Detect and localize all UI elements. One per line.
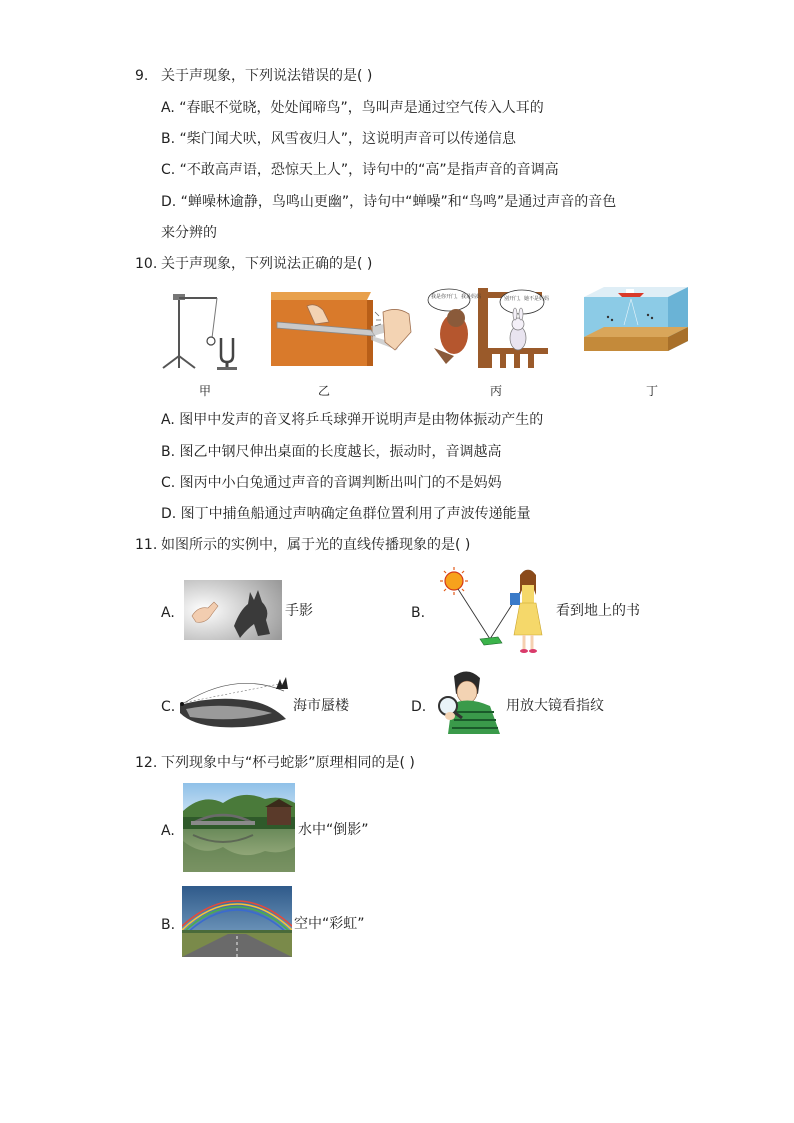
option-d: D. 图丁中捕鱼船通过声呐确定鱼群位置利用了声波传递能量 bbox=[161, 506, 531, 522]
option-d-continued: 来分辨的 bbox=[161, 225, 217, 241]
question-number: 10. bbox=[135, 256, 158, 272]
figure-caption-bing: 丙 bbox=[490, 384, 503, 398]
figure-bing-rabbit-door bbox=[426, 286, 556, 370]
option-a-letter: A. bbox=[161, 823, 175, 839]
option-c-letter: C. bbox=[161, 699, 176, 715]
question-number: 11. bbox=[135, 537, 158, 553]
rainbow-image bbox=[182, 886, 292, 957]
sun-book-girl-image bbox=[432, 565, 556, 658]
speech-bubble-left: 我是你开门，我是妈妈 bbox=[431, 294, 482, 300]
question-stem: 下列现象中与“杯弓蛇影”原理相同的是( ) bbox=[161, 755, 415, 771]
mirage-image bbox=[176, 673, 292, 735]
option-c: C. “不敢高声语，恐惊天上人”，诗句中的“高”是指声音的音调高 bbox=[161, 162, 559, 178]
option-b-label: 空中“彩虹” bbox=[294, 916, 365, 932]
option-d: D. “蝉噪林逾静，鸟鸣山更幽”，诗句中“蝉噪”和“鸟鸣”是通过声音的音色 bbox=[161, 194, 617, 210]
question-stem: 如图所示的实例中，属于光的直线传播现象的是( ) bbox=[161, 537, 471, 553]
option-a-label: 水中“倒影” bbox=[298, 822, 369, 838]
question-number: 9. bbox=[135, 68, 149, 84]
option-d-label: 用放大镜看指纹 bbox=[506, 698, 604, 714]
question-stem: 关于声现象，下列说法正确的是( ) bbox=[161, 256, 373, 272]
option-d-letter: D. bbox=[411, 699, 427, 715]
option-a: A. 图甲中发声的音叉将乒乓球弹开说明声是由物体振动产生的 bbox=[161, 412, 544, 428]
option-a-letter: A. bbox=[161, 605, 175, 621]
option-c: C. 图丙中小白兔通过声音的音调判断出叫门的不是妈妈 bbox=[161, 475, 502, 491]
option-b: B. 图乙中钢尺伸出桌面的长度越长，振动时，音调越高 bbox=[161, 444, 502, 460]
magnifier-boy-image bbox=[434, 668, 504, 736]
figure-jia-tuning-fork bbox=[155, 288, 250, 370]
option-b-label: 看到地上的书 bbox=[556, 603, 640, 619]
figure-caption-jia: 甲 bbox=[199, 384, 212, 398]
option-a-label: 手影 bbox=[285, 603, 313, 619]
water-reflection-image bbox=[183, 783, 295, 872]
option-c-label: 海市蜃楼 bbox=[293, 698, 349, 714]
hand-shadow-image bbox=[184, 580, 282, 640]
option-b: B. “柴门闻犬吠，风雪夜归人”，这说明声音可以传递信息 bbox=[161, 131, 517, 147]
question-stem: 关于声现象，下列说法错误的是( ) bbox=[161, 68, 373, 84]
speech-bubble-right: 别开门，她不是妈妈 bbox=[504, 296, 550, 302]
figure-yi-steel-ruler bbox=[271, 292, 415, 366]
option-a: A. “春眠不觉晓，处处闻啼鸟”，鸟叫声是通过空气传入人耳的 bbox=[161, 100, 544, 116]
figure-caption-ding: 丁 bbox=[646, 384, 659, 398]
option-b-letter: B. bbox=[411, 605, 426, 621]
option-b-letter: B. bbox=[161, 917, 176, 933]
figure-ding-sonar-boat bbox=[584, 287, 688, 361]
figure-caption-yi: 乙 bbox=[318, 384, 331, 398]
question-number: 12. bbox=[135, 755, 158, 771]
